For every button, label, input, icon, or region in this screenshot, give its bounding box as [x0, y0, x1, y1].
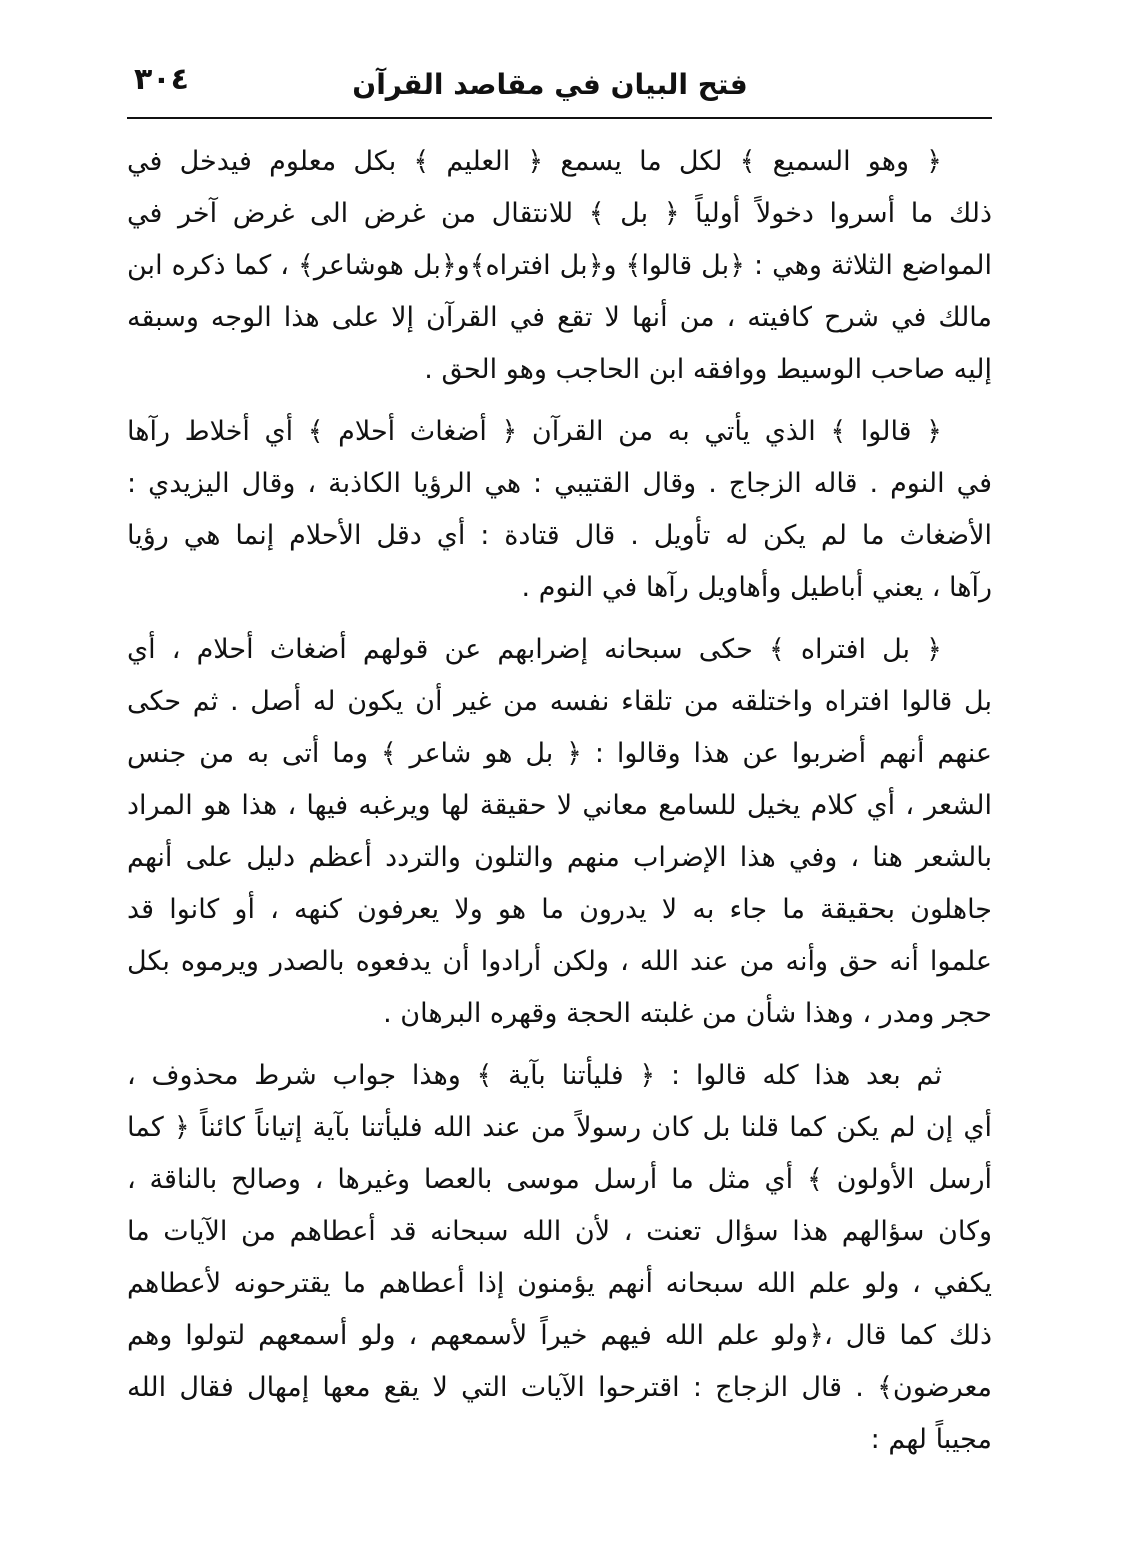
- text-line: وكان سؤالهم هذا سؤال تعنت ، لأن الله سبحانه قد أعطاهم من الآيات ما: [127, 1216, 992, 1247]
- text-line: الأضغاث ما لم يكن له تأويل . قال قتادة : أي دقل الأحلام إنما هي رؤيا: [127, 520, 992, 551]
- text-line: ثم بعد هذا كله قالوا : ﴿ فليأتنا بآية ﴾ وهذا جواب شرط محذوف ،: [127, 1060, 942, 1091]
- text-line: حجر ومدر ، وهذا شأن من غلبته الحجة وقهره البرهان .: [383, 998, 992, 1029]
- text-line: علموا أنه حق وأنه من عند الله ، ولكن أرادوا أن يدفعوه بالصدر ويرموه بكل: [127, 946, 992, 977]
- text-line: ذلك كما قال ،﴿ولو علم الله فيهم خيراً لأسمعهم ، ولو أسمعهم لتولوا وهم: [127, 1320, 992, 1351]
- body-text: [127, 136, 992, 1476]
- text-line: ﴿ بل افتراه ﴾ حكى سبحانه إضرابهم عن قولهم أضغاث أحلام ، أي: [127, 634, 942, 665]
- text-line: أي إن لم يكن كما قلنا بل كان رسولاً من عند الله فليأتنا بآية إتياناً كائناً ﴿ كما: [127, 1112, 992, 1143]
- text-line: مالك في شرح كافيته ، من أنها لا تقع في القرآن إلا على هذا الوجه وسبقه: [127, 302, 992, 333]
- text-line: جاهلون بحقيقة ما جاء به لا يدرون ما هو ولا يعرفون كنهه ، أو كانوا قد: [127, 894, 992, 925]
- paragraph: [127, 136, 992, 396]
- paragraph: [127, 624, 992, 1040]
- text-line: بل قالوا افتراه واختلقه من تلقاء نفسه من غير أن يكون له أصل . ثم حكى: [127, 686, 992, 717]
- text-line: ﴿ قالوا ﴾ الذي يأتي به من القرآن ﴿ أضغاث أحلام ﴾ أي أخلاط رآها: [127, 416, 942, 447]
- text-line: أرسل الأولون ﴾ أي مثل ما أرسل موسى بالعصا وغيرها ، وصالح بالناقة ،: [127, 1164, 992, 1195]
- text-line: في النوم . قاله الزجاج . وقال القتيبي : هي الرؤيا الكاذبة ، وقال اليزيدي :: [127, 468, 992, 499]
- running-title: فتح البيان في مقاصد القرآن: [352, 68, 748, 101]
- header-rule: [127, 117, 992, 119]
- text-line: بالشعر هنا ، وفي هذا الإضراب منهم والتلون والتردد أعظم دليل على أنهم: [127, 842, 992, 873]
- text-line: عنهم أنهم أضربوا عن هذا وقالوا : ﴿ بل هو شاعر ﴾ وما أتى به من جنس: [127, 738, 992, 769]
- text-line: إليه صاحب الوسيط ووافقه ابن الحاجب وهو الحق .: [424, 354, 992, 385]
- text-line: ﴿ وهو السميع ﴾ لكل ما يسمع ﴿ العليم ﴾ بكل معلوم فيدخل في: [127, 146, 942, 177]
- text-line: يكفي ، ولو علم الله سبحانه أنهم يؤمنون إذا أعطاهم ما يقترحونه لأعطاهم: [127, 1268, 992, 1299]
- text-line: الشعر ، أي كلام يخيل للسامع معاني لا حقيقة لها ويرغبه فيها ، هذا هو المراد: [127, 790, 992, 821]
- paragraph: [127, 406, 992, 614]
- text-line: معرضون﴾ . قال الزجاج : اقترحوا الآيات التي لا يقع معها إمهال فقال الله: [127, 1372, 992, 1403]
- text-line: المواضع الثلاثة وهي : ﴿بل قالوا﴾ و﴿بل افتراه﴾و﴿بل هوشاعر﴾ ، كما ذكره ابن: [127, 250, 992, 281]
- page-number: ٣٠٤: [134, 62, 189, 97]
- text-line: رآها ، يعني أباطيل وأهاويل رآها في النوم .: [521, 572, 992, 603]
- paragraph: [127, 1050, 992, 1466]
- text-line: ذلك ما أسروا دخولاً أولياً ﴿ بل ﴾ للانتقال من غرض الى غرض آخر في: [127, 198, 992, 229]
- text-line: مجيباً لهم :: [870, 1424, 992, 1455]
